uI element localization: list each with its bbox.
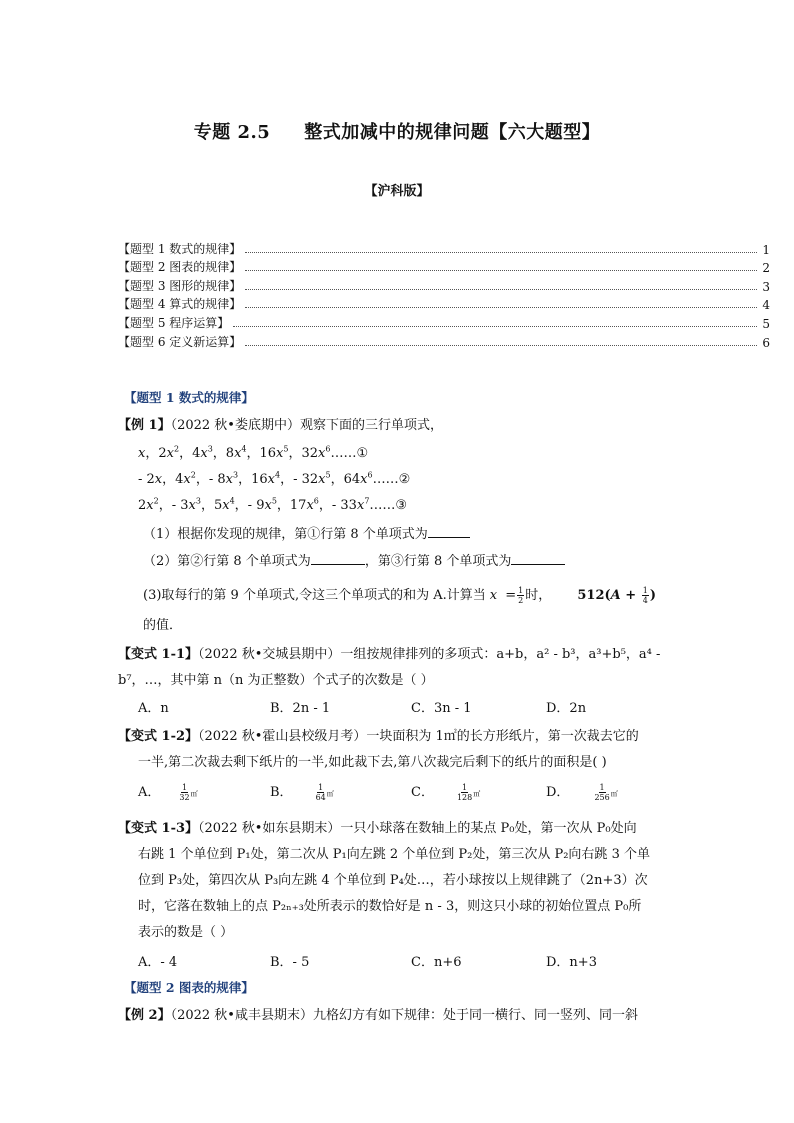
toc-entry-2[interactable]: [118, 257, 770, 276]
answer-blank[interactable]: [511, 552, 565, 565]
question-3-text-a: (3)取每行的第 9 个单项式,令这三个单项式的和为 A.计算当: [143, 588, 486, 603]
toc-leader: [233, 326, 757, 327]
title-number: 专题 2.5: [193, 122, 271, 143]
question-1-text: （1）根据你发现的规律，第①行第 8 个单项式为: [143, 527, 428, 542]
option-d[interactable]: D．2n: [546, 701, 587, 716]
variant-tag: 【变式 1-1】: [118, 647, 199, 662]
toc-page: 6: [762, 335, 770, 350]
toc-leader: [245, 252, 757, 253]
question-2: [143, 550, 565, 569]
toc-page: 5: [762, 316, 770, 331]
toc-label: 【题型 1 数式的规律】: [118, 241, 242, 256]
variant-tag: 【变式 1-2】: [118, 729, 199, 744]
row-3-mark: ……③: [369, 498, 408, 513]
variant-1-2-line-1: [118, 725, 639, 744]
variant-tag: 【变式 1-3】: [118, 821, 199, 836]
example-tag: 【例 1】: [118, 418, 171, 433]
example-1-intro: [118, 414, 443, 433]
option-a[interactable]: A．- 4: [138, 955, 178, 970]
question-3-text-b: 时，: [525, 588, 552, 603]
toc-entry-3[interactable]: [118, 275, 770, 294]
variant-text: （2022 秋•霍山县校级月考）一块面积为 1㎡的长方形纸片，第一次裁去它的: [198, 729, 639, 744]
monomial-row-3: $2x^2$，- $3x^3$，$5x^4$，- $9x^5$，$17x^6$，- $33x^7\dots\dots ③$: [138, 496, 408, 513]
variant-1-2-line-2: 一半,第二次裁去剩下纸片的一半,如此裁下去,第八次裁完后剩下的纸片的面积是( ): [138, 755, 607, 770]
variant-1-1-line-2: b⁷，…，其中第 n（n 为正整数）个式子的次数是（ ）: [118, 673, 434, 688]
question-3: (3)取每行的第 9 个单项式,令这三个单项式的和为 A.计算当 x = $\frac{1}{2}$ 时， 512(A + $\frac{1}{4}$ ): [143, 586, 656, 605]
example-text: （2022 秋•咸丰县期末）九格幻方有如下规律：处于同一横行、同一竖列、同一斜: [170, 1008, 638, 1023]
section-heading-1: 【题型 1 数式的规律】: [124, 390, 254, 405]
toc-entry-5[interactable]: [118, 312, 770, 331]
toc-label: 【题型 5 程序运算】: [118, 315, 230, 330]
toc-page: 3: [762, 279, 770, 294]
option-d[interactable]: D． $\frac{1}{256}$ ㎡: [546, 783, 618, 802]
table-of-contents: [118, 238, 770, 350]
option-a[interactable]: A． $\frac{1}{32}$ ㎡: [138, 783, 198, 802]
variant-text: （2022 秋•如东县期末）一只小球落在数轴上的某点 P₀处，第一次从 P₀处向: [198, 821, 637, 836]
toc-page: 1: [762, 242, 770, 257]
option-c[interactable]: C．n+6: [411, 955, 462, 970]
option-b[interactable]: B．2n - 1: [270, 701, 331, 716]
variant-1-3-line-4: 时，它落在数轴上的点 P₂ₙ₊₃处所表示的数恰好是 n - 3，则这只小球的初始位置点 P₀所: [138, 899, 642, 914]
monomial-row-2: - 2x，$4x^2$，- $8x^3$，$16x^4$，- $32x^5$，$64x^6\dots\dots ②$: [138, 470, 411, 487]
answer-blank[interactable]: [428, 525, 470, 538]
expression-512: 512(A + $\frac{1}{4}$ ): [577, 586, 656, 605]
toc-page: 4: [762, 298, 770, 313]
option-b[interactable]: B． $\frac{1}{64}$ ㎡: [270, 783, 334, 802]
page-title: [0, 118, 794, 144]
variant-1-3-line-2: 右跳 1 个单位到 P₁处，第二次从 P₁向左跳 2 个单位到 P₂处，第三次从 P₂向右跳 3 个单: [138, 847, 650, 862]
toc-entry-6[interactable]: [118, 331, 770, 350]
variant-1-1-line-1: [118, 643, 660, 662]
variant-1-3-line-1: [118, 817, 637, 836]
question-1: [143, 523, 470, 542]
toc-label: 【题型 4 算式的规律】: [118, 297, 242, 312]
fraction-half: $\frac{1}{2}$: [518, 586, 524, 605]
toc-leader: [245, 289, 757, 290]
toc-label: 【题型 3 图形的规律】: [118, 278, 242, 293]
example-2-intro: [118, 1004, 638, 1023]
variant-text: （2022 秋•交城县期中）一组按规律排列的多项式：a+b，a² - b³，a³+b⁵，a⁴ -: [198, 647, 661, 662]
title-text: 整式加减中的规律问题【六大题型】: [304, 122, 601, 143]
answer-blank[interactable]: [311, 552, 365, 565]
option-b[interactable]: B．- 5: [270, 955, 310, 970]
question-2-text-b: ，第③行第 8 个单项式为: [364, 554, 512, 569]
monomial-row-1: x，$2x^2$，$4x^3$，$8x^4$，$16x^5$，$32x^6\dots\dots ①$: [138, 444, 369, 461]
option-c[interactable]: C．3n - 1: [411, 701, 472, 716]
toc-leader: [245, 307, 757, 308]
example-tag: 【例 2】: [118, 1008, 171, 1023]
toc-label: 【题型 2 图表的规律】: [118, 260, 242, 275]
toc-entry-1[interactable]: [118, 238, 770, 257]
option-c[interactable]: C． $\frac{1}{128}$ ㎡: [411, 783, 481, 802]
variant-1-3-line-3: 位到 P₃处，第四次从 P₃向左跳 4 个单位到 P₄处…，若小球按以上规律跳了（2n+3）次: [138, 873, 648, 888]
toc-label: 【题型 6 定义新运算】: [118, 334, 242, 349]
toc-leader: [245, 345, 757, 346]
row-1-mark: ……①: [330, 446, 369, 461]
row-2-mark: ……②: [372, 472, 411, 487]
edition-label: 【沪科版】: [364, 184, 430, 199]
toc-entry-4[interactable]: [118, 294, 770, 313]
toc-leader: [245, 270, 757, 271]
question-3-end: 的值．: [143, 618, 183, 633]
question-2-text-a: （2）第②行第 8 个单项式为: [143, 554, 311, 569]
option-a[interactable]: A．n: [138, 701, 169, 716]
example-source: （2022 秋•娄底期中）观察下面的三行单项式，: [170, 418, 443, 433]
variant-1-3-line-5: 表示的数是（ ）: [138, 925, 234, 940]
option-d[interactable]: D．n+3: [546, 955, 597, 970]
section-heading-2: 【题型 2 图表的规律】: [124, 980, 254, 995]
toc-page: 2: [762, 261, 770, 276]
